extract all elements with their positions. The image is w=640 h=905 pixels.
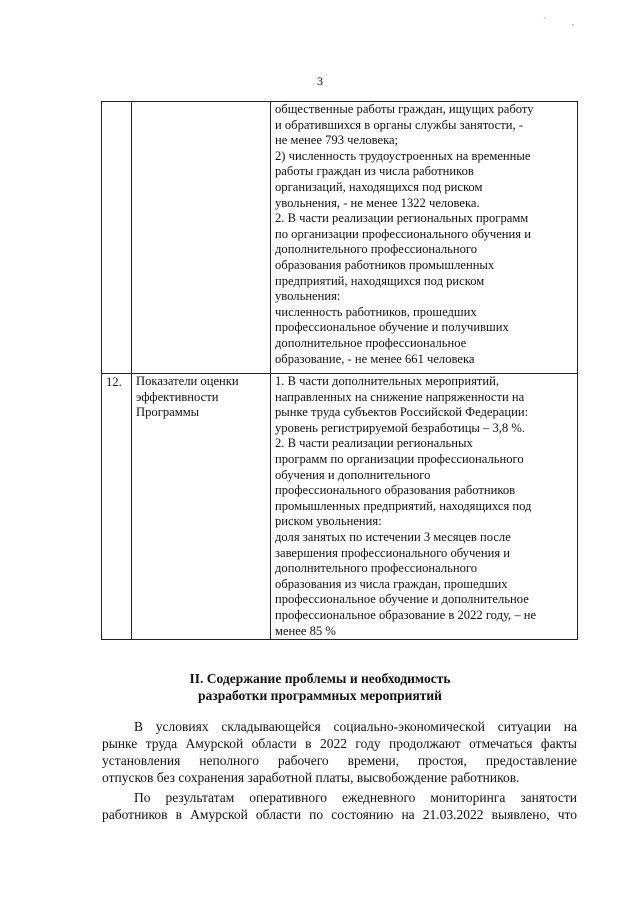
table-cell-title [132, 374, 271, 640]
body-paragraph [102, 718, 577, 786]
text-line: уровень регистрируемой безработицы – 3,8 %. [275, 420, 526, 435]
text-line: профессиональное обучение и получивших [275, 320, 509, 335]
text-line: Программы [136, 405, 200, 420]
text-line: 2. В части реализации региональных программ [275, 211, 529, 226]
row-content-text [271, 374, 577, 639]
program-passport-table [101, 101, 578, 640]
text-line: не менее 793 человека; [275, 133, 399, 148]
text-line: По результатам оперативного ежедневного мониторинга занятости [134, 790, 577, 805]
text-line: численность работников, прошедших [275, 304, 477, 319]
corner-mark: , [572, 18, 574, 27]
section-heading-line: II. Содержание проблемы и необходимость [189, 671, 451, 686]
text-line: дополнительное профессиональное [275, 335, 467, 350]
text-line: 1. В части дополнительных мероприятий, [275, 374, 500, 388]
table-cell-content [271, 102, 578, 374]
section-heading-line: разработки программных мероприятий [198, 688, 442, 703]
text-line: образования работников промышленных [275, 257, 495, 272]
text-line: профессионального образования работников [275, 483, 516, 498]
text-line: доля занятых по истечении 3 месяцев после [275, 529, 511, 544]
table-row [102, 374, 578, 640]
text-line: общественные работы граждан, ищущих работу [275, 102, 534, 116]
table-cell-title [132, 102, 271, 374]
text-line: работников в Амурской области по состоянию на 21.03.2022 выявлено, что [102, 807, 577, 822]
text-line: образования из числа граждан, прошедших [275, 576, 508, 591]
text-line: работы граждан из числа работников [275, 164, 474, 179]
table-cell-number [102, 102, 132, 374]
text-line: дополнительного профессионального [275, 561, 478, 576]
continued-row-text [271, 102, 577, 367]
text-line: организаций, находящихся под риском [275, 179, 483, 194]
text-line: образование, - не менее 661 человека [275, 351, 475, 366]
text-line: обучения и дополнительного [275, 467, 431, 482]
page-number: 3 [317, 74, 323, 88]
text-line: Показатели оценки [136, 374, 239, 388]
table-row [102, 102, 578, 374]
table-cell-number [102, 374, 132, 640]
text-line: В условиях складывающейся социально-экономической ситуации на [134, 719, 577, 734]
corner-mark: ` [543, 16, 546, 25]
text-line: 2) численность трудоустроенных на временные [275, 148, 531, 163]
table-cell-content [271, 374, 578, 640]
text-line: рынке труда субъектов Российской Федерации: [275, 405, 529, 420]
text-line: промышленных предприятий, находящихся под [275, 498, 532, 513]
text-line: дополнительного профессионального [275, 242, 478, 257]
text-line: 2. В части реализации региональных [275, 436, 473, 451]
text-line: программ по организации профессионального [275, 451, 524, 466]
text-line: направленных на снижение напряженности на [275, 389, 525, 404]
text-line: увольнения: [275, 289, 341, 304]
text-line: предприятий, находящихся под риском [275, 273, 485, 288]
text-line: установления неполного рабочего времени, простоя, предоставление [102, 753, 577, 768]
section-heading [0, 670, 640, 704]
text-line: и обратившихся в органы службы занятости, - [275, 117, 523, 132]
text-line: по организации профессионального обучения и [275, 226, 531, 241]
text-line: риском увольнения: [275, 514, 382, 529]
text-line: завершения профессионального обучения и [275, 545, 511, 560]
text-line: эффективности [136, 389, 219, 404]
text-line: отпусков без сохранения заработной платы, высвобождение работников. [102, 770, 520, 785]
row-number: 12. [106, 375, 122, 389]
text-line: рынке труда Амурской области в 2022 году продолжают отмечаться факты [102, 736, 577, 751]
text-line: менее 85 % [275, 623, 336, 638]
text-line: увольнения, - не менее 1322 человека. [275, 195, 480, 210]
row-title [132, 374, 270, 421]
body-paragraph [102, 789, 577, 823]
text-line: профессиональное обучение и дополнительное [275, 592, 529, 607]
text-line: профессиональное образование в 2022 году, – не [275, 607, 537, 622]
